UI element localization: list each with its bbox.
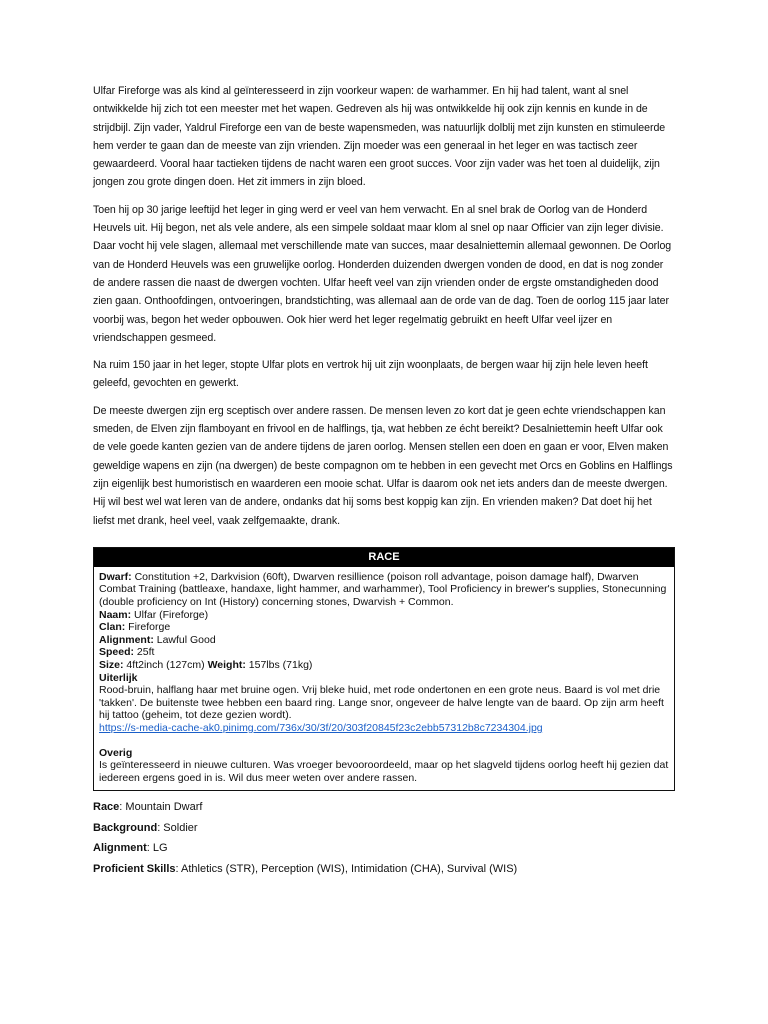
section-spacer [99, 735, 669, 747]
appearance-heading [99, 672, 669, 685]
story-paragraph-2: Toen hij op 30 jarige leeftijd het leger in ging werd er veel van hem verwacht. En al snel brak de Oorlog van de Honderd Heuvels uit. Hij begon, net als vele andere, als een simpele soldaat maar klom al snel op naar Officier van zijn leger divisie. Daar vocht hij vele slagen, allemaal met verschillende mate van succes, maar desalniettemin allemaal gewonnen. De Oorlog van de Honderd Heuvels was een gruwelijke oorlog. Honderden duizenden dwergen vonden de dood, en dat is nog zonder de andere rassen die naast de dwergen vochten. Ulfar heeft veel van zijn vrienden onder de ergste omstandigheden dood zien gaan. Onthoofdingen, ontvoeringen, brandstichting, was allemaal aan de orde van de dag. Toen de oorlog 115 jaar later voorbij was, begon het weder opbouwen. Ook hier werd het leger regelmatig gebruikt en heeft Ulfar veel ijzer en vriendschappen gesmeed. [93, 203, 672, 344]
weight-value: 157lbs (71kg) [245, 658, 313, 671]
character-summary [93, 797, 675, 879]
summary-race [93, 797, 675, 818]
appearance-heading-text: Uiterlijk [99, 671, 138, 684]
story-paragraph-1: Ulfar Fireforge was als kind al geïnteresseerd in zijn voorkeur wapen: de warhammer. En hij had talent, want al snel ontwikkelde hij zich tot een meester met het wapen. Gedreven als hij was ontwikkelde hij ook zijn kennis en kunde in de strijdbijl. Zijn vader, Yaldrul Fireforge een van de beste wapensmeden, was natuurlijk dolblij met zijn kunsten en stimuleerde hem verder te gaan dan de meeste van zijn vrienden. Zijn moeder was een generaal in het leger en was tactisch zeer gewaardeerd. Vooral haar tactieken tijdens de nacht waren een groot succes. Voor zijn vader was het toen al duidelijk, zijn jongen zou grote dingen doen. Het zit immers in zijn bloed. [93, 85, 666, 189]
summary-alignment-value: : LG [146, 842, 168, 855]
summary-race-label: Race [93, 801, 120, 814]
dwarf-traits [99, 571, 669, 609]
other-text: Is geïnteresseerd in nieuwe culturen. Was vroeger bevooroordeeld, maar op het slagveld tijdens oorlog heeft hij gezien dat iedereen ergens goed in is. Wil dus meer weten over andere rassen. [99, 759, 669, 784]
alignment-row [99, 634, 669, 647]
summary-alignment [93, 838, 675, 859]
speed-row [99, 646, 669, 659]
size-value: 4ft2inch (127cm) [123, 658, 208, 671]
clan-row [99, 621, 669, 634]
summary-skills-value: : Athletics (STR), Perception (WIS), Intimidation (CHA), Survival (WIS) [175, 862, 518, 875]
document-page [93, 82, 675, 879]
dwarf-text: Constitution +2, Darkvision (60ft), Dwarven resillience (poison roll advantage, poison damage half), Dwarven Combat Training (battleaxe, handaxe, light hammer, and warhammer), Tool Proficiency in brewer's supplies, Stonecunning (double proficiency on Int (History) concerning stones, Dwarvish + Common. [99, 570, 667, 609]
story-paragraph-4: De meeste dwergen zijn erg sceptisch over andere rassen. De mensen leven zo kort dat je geen echte vriendschappen kan smeden, de Elven zijn flamboyant en frivool en de halflings, tja, wat hebben ze écht bereikt? Desalniettemin heeft Ulfar ook de vele goede kanten gezien van de andere tijdens de jaren oorlog. Mensen stellen een doen en gaan er voor, Elven maken geweldige wapens en zijn (na dwergen) de beste compagnon om te hebben in een gevecht met Orcs en Goblins en Halflings zijn eigenlijk best humoristisch en waarderen een mooie schat. Ulfar is daarom ook net iets anders dan de meeste dwergen. Hij wil best wel wat leren van de andere, ondanks dat hij soms best koppig kan zijn. En vrienden maken? Dat doet hij het liefst met drank, heel veel, vaak zelfgemaakte, drank. [93, 404, 673, 527]
story-paragraph-3: Na ruim 150 jaar in het leger, stopte Ulfar plots en vertrok hij uit zijn woonplaats, de bergen waar hij zijn hele leven heeft geleefd, gevochten en gewerkt. [93, 359, 648, 390]
summary-background [93, 818, 675, 839]
summary-background-value: : Soldier [157, 821, 198, 834]
alignment-label: Alignment: [99, 633, 154, 646]
name-value: Ulfar (Fireforge) [131, 608, 209, 621]
speed-label: Speed: [99, 646, 135, 659]
race-table [93, 547, 675, 792]
tattoo-image-link[interactable]: https://s-media-cache-ak0.pinimg.com/736x/30/3f/20/303f20845f23c2ebb57312b8c7234304.jpg [99, 721, 543, 734]
summary-skills [93, 859, 675, 880]
name-label: Naam: [99, 608, 132, 621]
race-table-header: RACE [94, 548, 674, 567]
name-row [99, 609, 669, 622]
size-label: Size: [99, 658, 124, 671]
dwarf-label: Dwarf: [99, 570, 132, 583]
other-heading [99, 747, 669, 760]
speed-value: 25ft [134, 646, 155, 659]
size-weight-row [99, 659, 669, 672]
race-table-body [94, 567, 674, 791]
summary-race-value: : Mountain Dwarf [119, 801, 203, 814]
alignment-value: Lawful Good [153, 633, 216, 646]
summary-alignment-label: Alignment [93, 842, 147, 855]
clan-label: Clan: [99, 621, 126, 634]
clan-value: Fireforge [125, 621, 171, 634]
weight-label: Weight: [207, 658, 246, 671]
image-link-row [99, 722, 669, 735]
summary-skills-label: Proficient Skills [93, 862, 176, 875]
other-heading-text: Overig [99, 746, 133, 759]
appearance-text: Rood-bruin, halflang haar met bruine ogen. Vrij bleke huid, met rode ondertonen en een grote neus. Baard is vol met drie 'takken'. De buitenste twee hebben een baard ring. Lange snor, ongeveer de halve lengte van de baard. Op zijn arm heeft hij tattoo (geheim, tot deze gezien wordt). [99, 684, 664, 722]
summary-background-label: Background [93, 821, 158, 834]
